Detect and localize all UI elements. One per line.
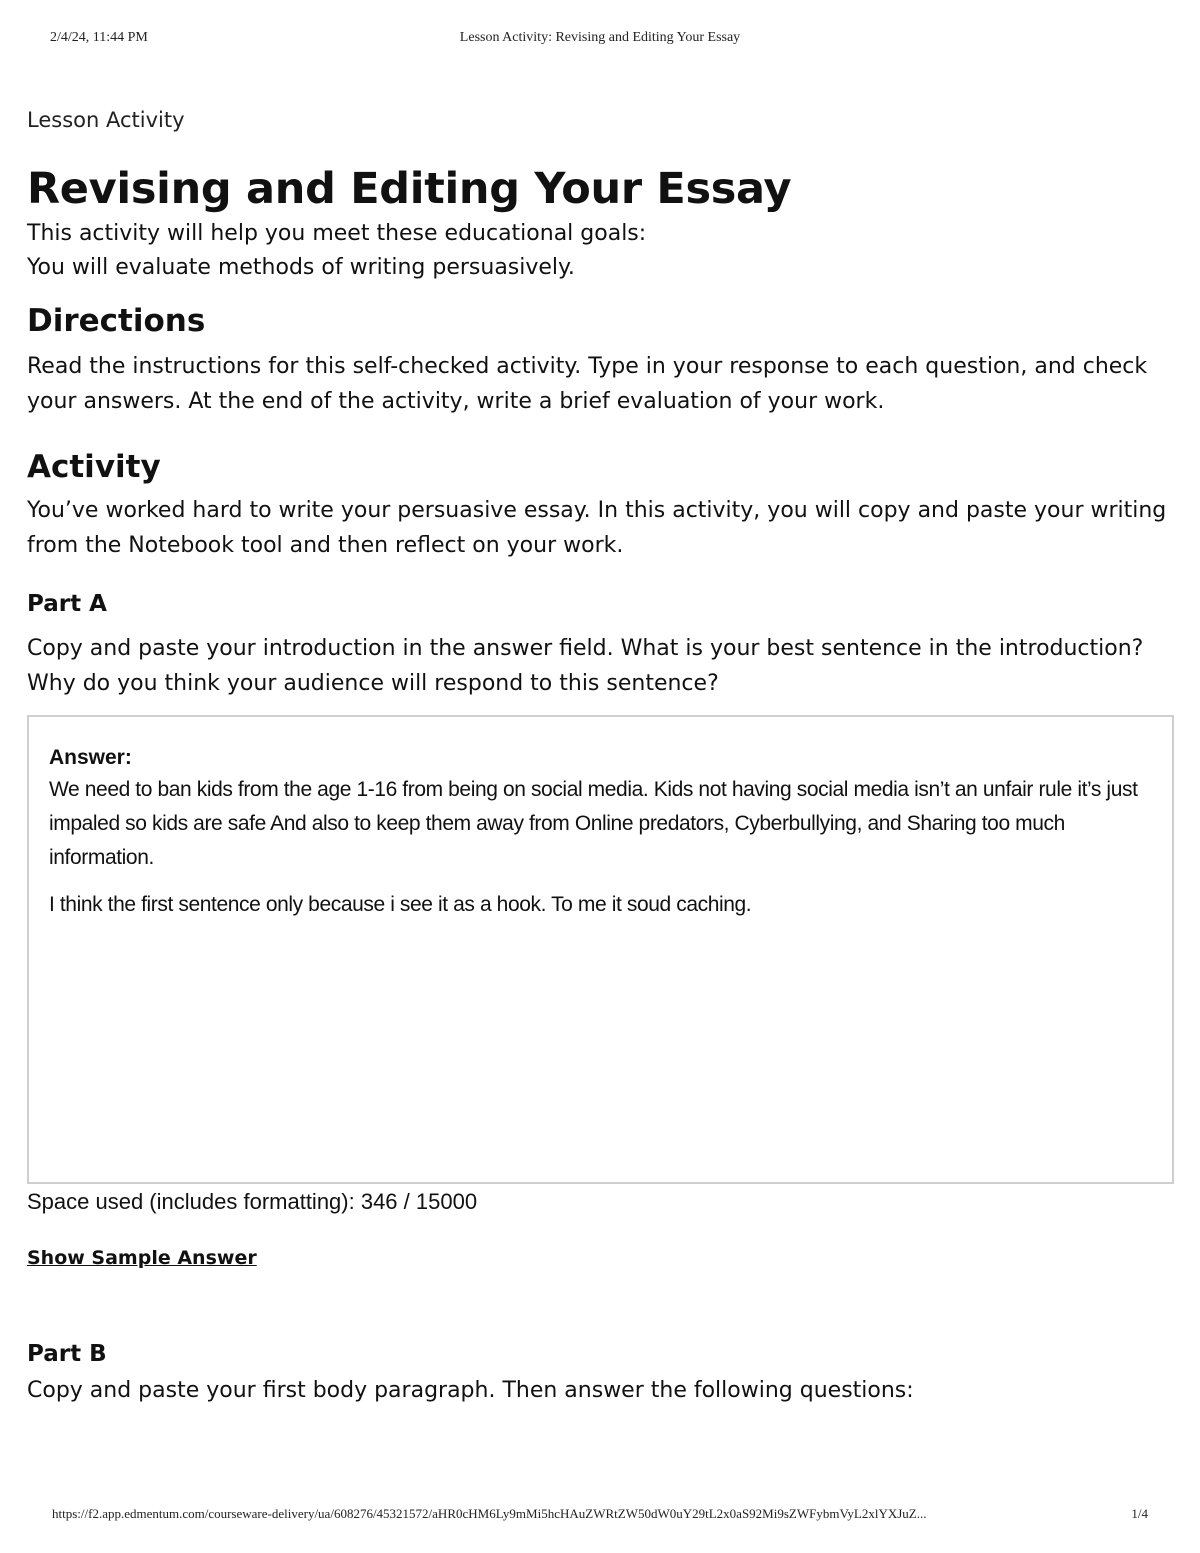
show-sample-answer-link[interactable]: Show Sample Answer <box>27 1247 257 1269</box>
activity-heading: Activity <box>27 449 161 485</box>
part-b-prompt: Copy and paste your first body paragraph. Then answer the following questions: <box>27 1378 914 1403</box>
page-title: Revising and Editing Your Essay <box>27 164 792 214</box>
print-header <box>0 30 1200 50</box>
goals-item: You will evaluate methods of writing persuasively. <box>27 255 575 280</box>
answer-label: Answer: <box>49 746 132 769</box>
activity-text: You’ve worked hard to write your persuasive essay. In this activity, you will copy and paste your writing from the Notebook tool and then reflect on your work. <box>27 498 1167 558</box>
part-b-section <box>27 1337 1177 1408</box>
answer-paragraph: We need to ban kids from the age 1-16 from being on social media. Kids not having social media isn’t an unfair rule it’s just impaled so kids are safe And also to keep them away from Online predators, Cyberbullying, and Sharing too much information. <box>49 778 1138 869</box>
part-a-answer-field[interactable] <box>27 715 1174 1184</box>
lesson-kicker: Lesson Activity <box>27 108 185 132</box>
page-number: 1/4 <box>1131 1506 1148 1521</box>
part-a-prompt: Copy and paste your introduction in the answer field. What is your best sentence in the introduction? Why do you think your audience will respond to this sentence? <box>27 636 1144 696</box>
part-a-section <box>27 587 1177 1273</box>
part-b-heading: Part B <box>27 1341 107 1367</box>
directions-section <box>27 299 1177 419</box>
directions-heading: Directions <box>27 303 206 339</box>
goals <box>27 217 1177 285</box>
print-url: https://f2.app.edmentum.com/courseware-delivery/ua/608276/45321572/aHR0cHM6Ly9mMi5hcHAuZWRtZW50dW0uY29tL2x0aS92Mi9sZWFybmVyL2xlYXJuZ... <box>52 1506 927 1521</box>
lesson-content <box>27 105 1177 1408</box>
goals-intro: This activity will help you meet these educational goals: <box>27 221 647 246</box>
print-title: Lesson Activity: Revising and Editing Your Essay <box>459 30 741 45</box>
directions-text: Read the instructions for this self-checked activity. Type in your response to each question, and check your answers. At the end of the activity, write a brief evaluation of your work. <box>27 354 1148 414</box>
answer-paragraph: I think the first sentence only because i see it as a hook. To me it soud caching. <box>49 893 752 916</box>
activity-section <box>27 445 1177 563</box>
space-used-counter: Space used (includes formatting): 346 / 15000 <box>27 1189 478 1214</box>
print-date: 2/4/24, 11:44 PM <box>50 30 148 45</box>
part-a-heading: Part A <box>27 591 107 617</box>
print-footer <box>0 1506 1200 1526</box>
